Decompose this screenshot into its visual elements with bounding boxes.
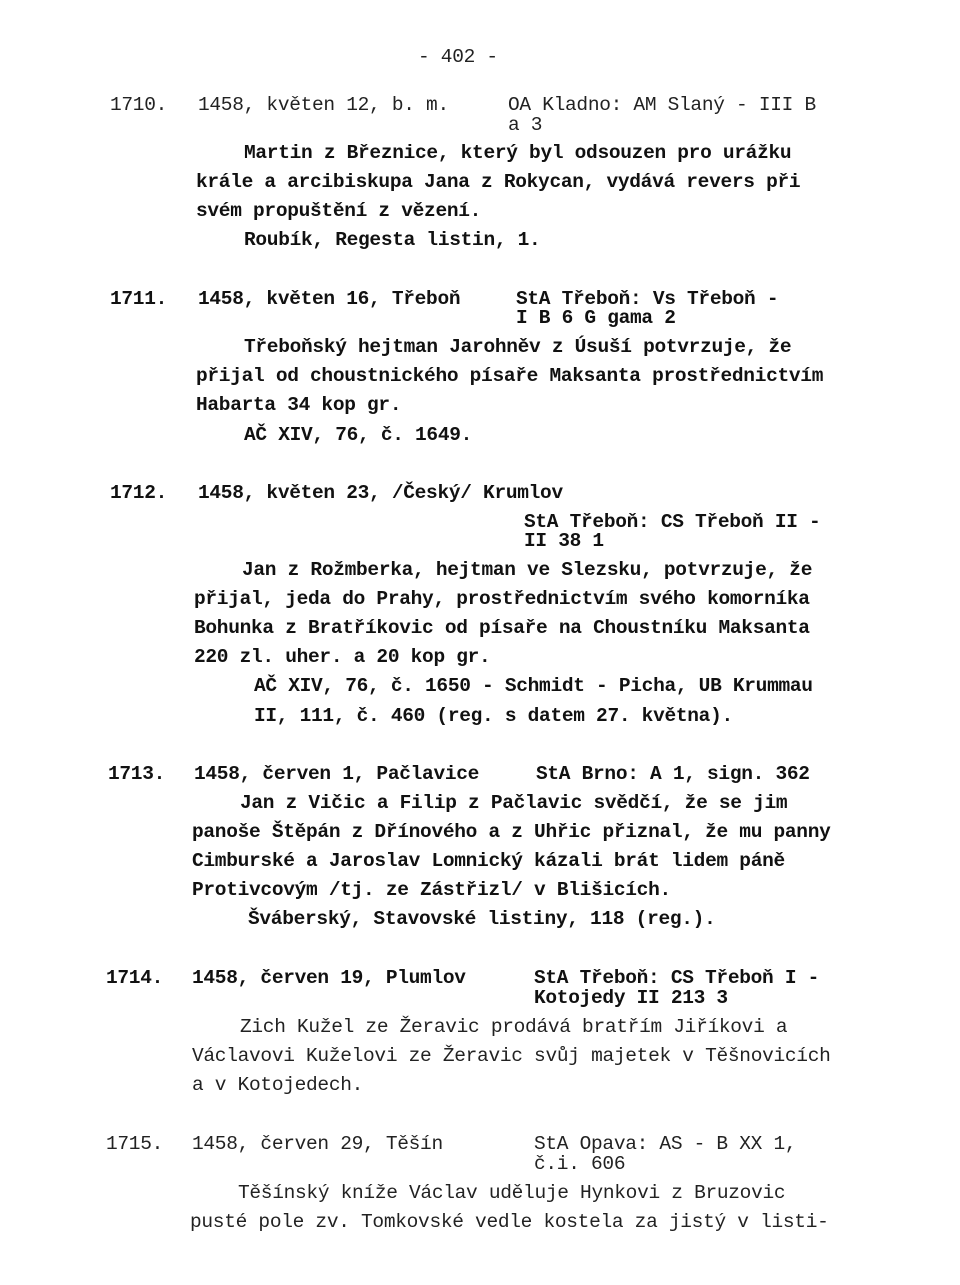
entry-date: 1458, květen 23, /Český/ Krumlov	[198, 482, 563, 504]
entry-text: a v Kotojedech.	[192, 1074, 364, 1096]
entry-archive: StA Třeboň: Vs Třeboň -	[516, 288, 779, 310]
entry-date: 1458, květen 12, b. m.	[198, 94, 449, 116]
entry-literature: AČ XIV, 76, č. 1650 - Schmidt - Picha, UB Krummau	[254, 675, 813, 697]
entry-literature: Roubík, Regesta listin, 1.	[244, 229, 541, 251]
entry-archive: I B 6 G gama 2	[516, 307, 676, 329]
entry-number: 1711.	[110, 288, 168, 310]
entry-text: Protivcovým /tj. ze Zástřizl/ v Blišicích.	[192, 879, 671, 901]
entry-archive: StA Opava: AS - B XX 1,	[534, 1133, 797, 1155]
entry-literature: Šváberský, Stavovské listiny, 118 (reg.).	[248, 908, 716, 930]
entry-text: Habarta 34 kop gr.	[196, 394, 402, 416]
entry-text: Martin z Březnice, který byl odsouzen pro urážku	[244, 142, 792, 164]
entry-text: Jan z Rožmberka, hejtman ve Slezsku, potvrzuje, že	[242, 559, 813, 581]
entry-text: pusté pole zv. Tomkovské vedle kostela za jistý v listi-	[190, 1211, 829, 1233]
entry-archive: č.i. 606	[534, 1153, 626, 1175]
entry-number: 1712.	[110, 482, 168, 504]
entry-text: Cimburské a Jaroslav Lomnický kázali brát lidem páně	[192, 850, 785, 872]
entry-archive: II 38 1	[524, 530, 604, 552]
entry-number: 1715.	[106, 1133, 164, 1155]
entry-text: 220 zl. uher. a 20 kop gr.	[194, 646, 491, 668]
entry-archive: StA Brno: A 1, sign. 362	[536, 763, 810, 785]
page-number: - 402 -	[418, 46, 498, 68]
entry-text: přijal, jeda do Prahy, prostřednictvím svého komorníka	[194, 588, 810, 610]
entry-archive: a 3	[508, 114, 543, 136]
entry-date: 1458, červen 1, Pačlavice	[194, 763, 480, 785]
entry-literature: II, 111, č. 460 (reg. s datem 27. května).	[254, 705, 733, 727]
entry-text: Zich Kužel ze Žeravic prodává bratřím Jiříkovi a	[240, 1016, 788, 1038]
entry-archive: OA Kladno: AM Slaný - III B	[508, 94, 816, 116]
entry-text: svém propuštění z vězení.	[196, 200, 482, 222]
entry-text: Třeboňský hejtman Jarohněv z Úsuší potvrzuje, že	[244, 336, 792, 358]
entry-number: 1713.	[108, 763, 166, 785]
entry-date: 1458, červen 29, Těšín	[192, 1133, 443, 1155]
entry-number: 1710.	[110, 94, 168, 116]
entry-archive: Kotojedy II 213 3	[534, 987, 728, 1009]
entry-text: krále a arcibiskupa Jana z Rokycan, vydává revers při	[196, 171, 801, 193]
entry-date: 1458, červen 19, Plumlov	[192, 967, 466, 989]
entry-text: panoše Štěpán z Dřínového a z Uhřic přiznal, že mu panny	[192, 821, 831, 843]
entry-date: 1458, květen 16, Třeboň	[198, 288, 461, 310]
entry-text: Jan z Vičic a Filip z Pačlavic svědčí, že se jim	[240, 792, 788, 814]
entry-text: Těšínský kníže Václav uděluje Hynkovi z Bruzovic	[238, 1182, 786, 1204]
entry-text: Václavovi Kuželovi ze Žeravic svůj majetek v Těšnovicích	[192, 1045, 831, 1067]
entry-text: Bohunka z Bratříkovic od písaře na Choustníku Maksanta	[194, 617, 810, 639]
entry-archive: StA Třeboň: CS Třeboň I -	[534, 967, 820, 989]
entry-literature: AČ XIV, 76, č. 1649.	[244, 424, 473, 446]
entry-archive: StA Třeboň: CS Třeboň II -	[524, 511, 821, 533]
entry-number: 1714.	[106, 967, 164, 989]
entry-text: přijal od choustnického písaře Maksanta prostřednictvím	[196, 365, 824, 387]
